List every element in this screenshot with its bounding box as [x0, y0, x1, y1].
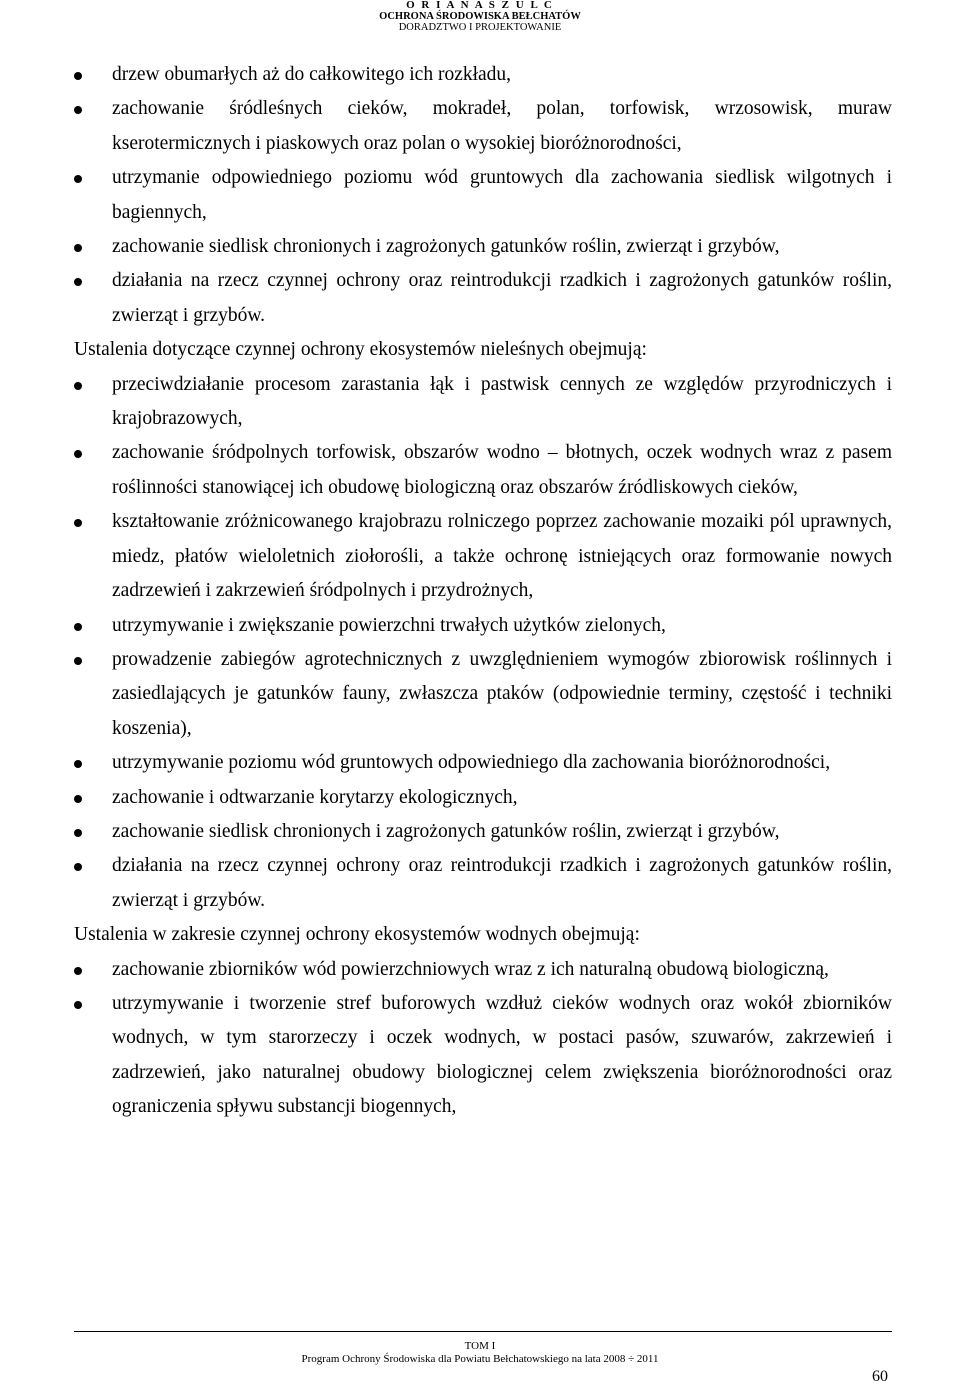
bullet-icon — [74, 760, 82, 768]
bullet-icon — [74, 106, 82, 114]
page-footer — [0, 1340, 960, 1366]
list-item: prowadzenie zabiegów agrotechnicznych z uwzględnieniem wymogów zbiorowisk roślinnych i zasiedlających je gatunków fauny, zwłaszcza ptaków (odpowiednie terminy, częstość i techniki koszenia), — [74, 643, 892, 746]
bullet-icon — [74, 967, 82, 975]
footer-divider — [74, 1331, 892, 1332]
footer-volume: TOM I — [464, 1340, 496, 1352]
bullet-icon — [74, 1001, 82, 1009]
water-bullet-list — [74, 953, 892, 1125]
header-company-subtitle: OCHRONA ŚRODOWISKA BEŁCHATÓW — [379, 11, 581, 22]
list-item: działania na rzecz czynnej ochrony oraz reintrodukcji rzadkich i zagrożonych gatunków roślin, zwierząt i grzybów. — [74, 264, 892, 333]
section-heading-water: Ustalenia w zakresie czynnej ochrony ekosystemów wodnych obejmują: — [74, 924, 640, 946]
bullet-icon — [74, 829, 82, 837]
bullet-icon — [74, 795, 82, 803]
list-item: drzew obumarłych aż do całkowitego ich rozkładu, — [74, 58, 892, 92]
list-item: utrzymywanie i tworzenie stref buforowych wzdłuż cieków wodnych oraz wokół zbiorników wodnych, w tym starorzeczy i oczek wodnych, w postaci pasów, szuwarów, zakrzewień i zadrzewień, jako naturalnej obudowy biologicznej celem zwiększenia bioróżnorodności oraz ograniczenia spływu substancji biogennych, — [74, 987, 892, 1125]
page-header — [0, 0, 960, 33]
intro-bullet-list — [74, 58, 892, 333]
list-item: zachowanie siedlisk chronionych i zagrożonych gatunków roślin, zwierząt i grzybów, — [74, 230, 892, 264]
bullet-icon — [74, 657, 82, 665]
list-item: zachowanie śródpolnych torfowisk, obszarów wodno – błotnych, oczek wodnych wraz z pasem roślinności stanowiącej ich obudowę biologiczną oraz obszarów źródliskowych cieków, — [74, 436, 892, 505]
list-item: utrzymywanie poziomu wód gruntowych odpowiedniego dla zachowania bioróżnorodności, — [74, 746, 892, 780]
list-item: zachowanie śródleśnych cieków, mokradeł, polan, torfowisk, wrzosowisk, muraw kserotermicznych i piaskowych oraz polan o wysokiej bioróżnorodności, — [74, 92, 892, 161]
bullet-icon — [74, 519, 82, 527]
section-heading-nonforest: Ustalenia dotyczące czynnej ochrony ekosystemów nieleśnych obejmują: — [74, 339, 647, 361]
bullet-icon — [74, 244, 82, 252]
bullet-icon — [74, 175, 82, 183]
bullet-icon — [74, 623, 82, 631]
list-item: zachowanie siedlisk chronionych i zagrożonych gatunków roślin, zwierząt i grzybów, — [74, 815, 892, 849]
document-body — [74, 58, 892, 1125]
page-number: 60 — [872, 1368, 888, 1385]
footer-document-title: Program Ochrony Środowiska dla Powiatu Bełchatowskiego na lata 2008 ÷ 2011 — [301, 1353, 659, 1365]
header-company-name: O R I A N A S Z U L C — [406, 0, 554, 11]
list-item: utrzymywanie i zwiększanie powierzchni trwałych użytków zielonych, — [74, 609, 892, 643]
list-item: kształtowanie zróżnicowanego krajobrazu rolniczego poprzez zachowanie mozaiki pól uprawnych, miedz, płatów wieloletnich ziołorośli, a także ochronę istniejących oraz formowanie nowych zadrzewień i zakrzewień śródpolnych i przydrożnych, — [74, 505, 892, 608]
list-item: utrzymanie odpowiedniego poziomu wód gruntowych dla zachowania siedlisk wilgotnych i bagiennych, — [74, 161, 892, 230]
bullet-icon — [74, 72, 82, 80]
list-item: zachowanie i odtwarzanie korytarzy ekologicznych, — [74, 781, 892, 815]
list-item: działania na rzecz czynnej ochrony oraz reintrodukcji rzadkich i zagrożonych gatunków roślin, zwierząt i grzybów. — [74, 849, 892, 918]
list-item: zachowanie zbiorników wód powierzchniowych wraz z ich naturalną obudową biologiczną, — [74, 953, 892, 987]
list-item: przeciwdziałanie procesom zarastania łąk i pastwisk cennych ze względów przyrodniczych i krajobrazowych, — [74, 368, 892, 437]
bullet-icon — [74, 278, 82, 286]
bullet-icon — [74, 382, 82, 390]
bullet-icon — [74, 863, 82, 871]
nonforest-bullet-list — [74, 368, 892, 919]
header-company-services: DORADZTWO I PROJEKTOWANIE — [398, 22, 562, 33]
bullet-icon — [74, 450, 82, 458]
